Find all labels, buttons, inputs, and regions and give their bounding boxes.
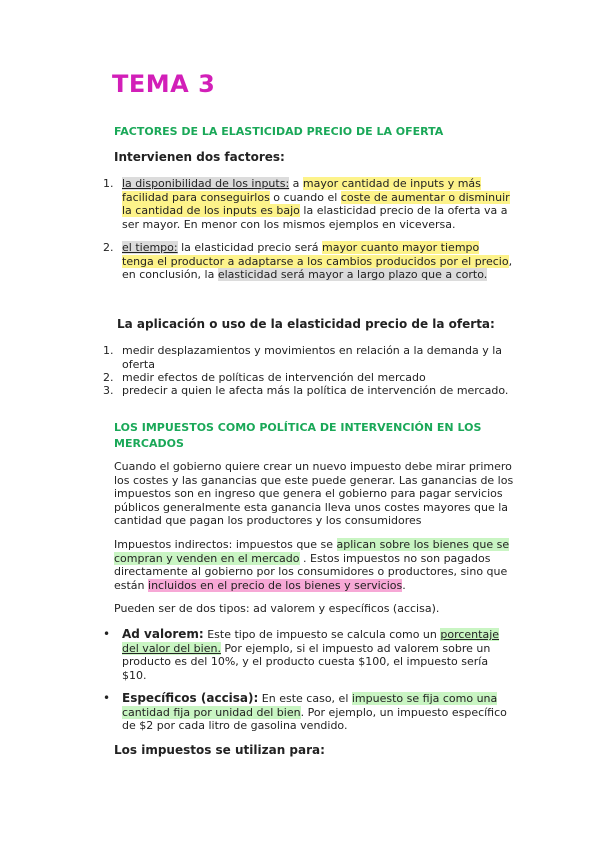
text-run: . Por ejemplo, un impuesto específico de $2 por cada litro de gasolina vendido. bbox=[122, 705, 507, 732]
subheading-usos: Los impuestos se utilizan para: bbox=[114, 743, 325, 757]
text-run: la elasticidad precio será bbox=[177, 241, 322, 254]
bullet-item-body bbox=[122, 692, 514, 733]
highlight-green: porcentaje del valor del bien. bbox=[122, 628, 500, 655]
list-number: 1. bbox=[103, 177, 114, 190]
list-item-body bbox=[122, 241, 514, 282]
list-number: 2. bbox=[103, 241, 114, 254]
subheading-aplicacion: La aplicación o uso de la elasticidad precio de la oferta: bbox=[117, 317, 495, 331]
text-run: Impuestos indirectos: impuestos que se bbox=[114, 538, 337, 551]
highlight-yellow: mayor cantidad de inputs y más facilidad para conseguirlos bbox=[122, 177, 481, 204]
text-run: . Estos impuestos no son pagados directamente al gobierno por los consumidores o productores, sino que están bbox=[114, 551, 508, 592]
list-item-body bbox=[122, 177, 514, 231]
list-item-text: medir desplazamientos y movimientos en relación a la demanda y la oferta bbox=[122, 344, 503, 371]
paragraph: Cuando el gobierno quiere crear un nuevo impuesto debe mirar primero los costes y las ganancias que este puede generar. Las ganancias de los impuestos son en ingreso que genera el gobierno para pagar servicios públicos generalmente esta ganancia lleva unos costes mayores que la cantidad que pagan los productores y los consumidores bbox=[114, 460, 514, 527]
text-run: o cuando el bbox=[269, 190, 341, 204]
bullet-icon: • bbox=[103, 691, 111, 705]
bullet-label: Ad valorem: bbox=[122, 627, 204, 641]
text-run: a bbox=[289, 177, 303, 190]
bullet-icon: • bbox=[103, 627, 111, 641]
section-heading-impuestos: LOS IMPUESTOS COMO POLÍTICA DE INTERVENCIÓN EN LOS MERCADOS bbox=[114, 421, 482, 450]
text-run: En este caso, el bbox=[258, 692, 352, 705]
highlight-green: impuesto se fija como una cantidad fija por unidad del bien bbox=[122, 692, 498, 719]
text-run: . bbox=[402, 578, 406, 592]
text-run: la elasticidad precio de la oferta va a ser mayor. En menor con los mismos ejemplos en viceversa. bbox=[122, 204, 508, 231]
highlight-pink: incluidos en el precio de los bienes y servicios bbox=[148, 578, 403, 592]
subheading-factores: Intervienen dos factores: bbox=[114, 150, 285, 164]
bullet-label: Específicos (accisa): bbox=[122, 691, 259, 705]
highlight-term: el tiempo: bbox=[122, 241, 178, 254]
paragraph: Pueden ser de dos tipos: ad valorem y específicos (accisa). bbox=[114, 602, 440, 615]
list-item-text: medir efectos de políticas de intervención del mercado bbox=[122, 371, 426, 384]
section-heading-elasticidad: FACTORES DE LA ELASTICIDAD PRECIO DE LA OFERTA bbox=[114, 125, 444, 138]
bullet-item-body bbox=[122, 628, 514, 682]
document-title: TEMA 3 bbox=[112, 70, 216, 98]
highlight-green: aplican sobre los bienes que se compran y venden en el mercado bbox=[114, 538, 510, 565]
highlight-yellow: coste de aumentar o disminuir la cantidad de los inputs es bajo bbox=[122, 190, 510, 217]
highlight-gray: elasticidad será mayor a largo plazo que a corto. bbox=[217, 268, 488, 281]
text-run: , en conclusión, la bbox=[122, 254, 513, 281]
highlight-yellow: mayor cuanto mayor tiempo tenga el productor a adaptarse a los cambios producidos por el precio bbox=[122, 241, 509, 268]
list-number: 3. bbox=[103, 384, 114, 397]
highlight-term: la disponibilidad de los inputs: bbox=[122, 177, 290, 190]
text-run: Este tipo de impuesto se calcula como un bbox=[203, 628, 441, 641]
list-number: 1. bbox=[103, 344, 114, 357]
paragraph bbox=[114, 538, 516, 592]
list-item-text: predecir a quien le afecta más la política de intervención de mercado. bbox=[122, 384, 509, 397]
text-run: Por ejemplo, si el impuesto ad valorem sobre un producto es del 10%, y el producto cuesta $100, el impuesto sería $10. bbox=[122, 641, 491, 682]
list-number: 2. bbox=[103, 371, 114, 384]
